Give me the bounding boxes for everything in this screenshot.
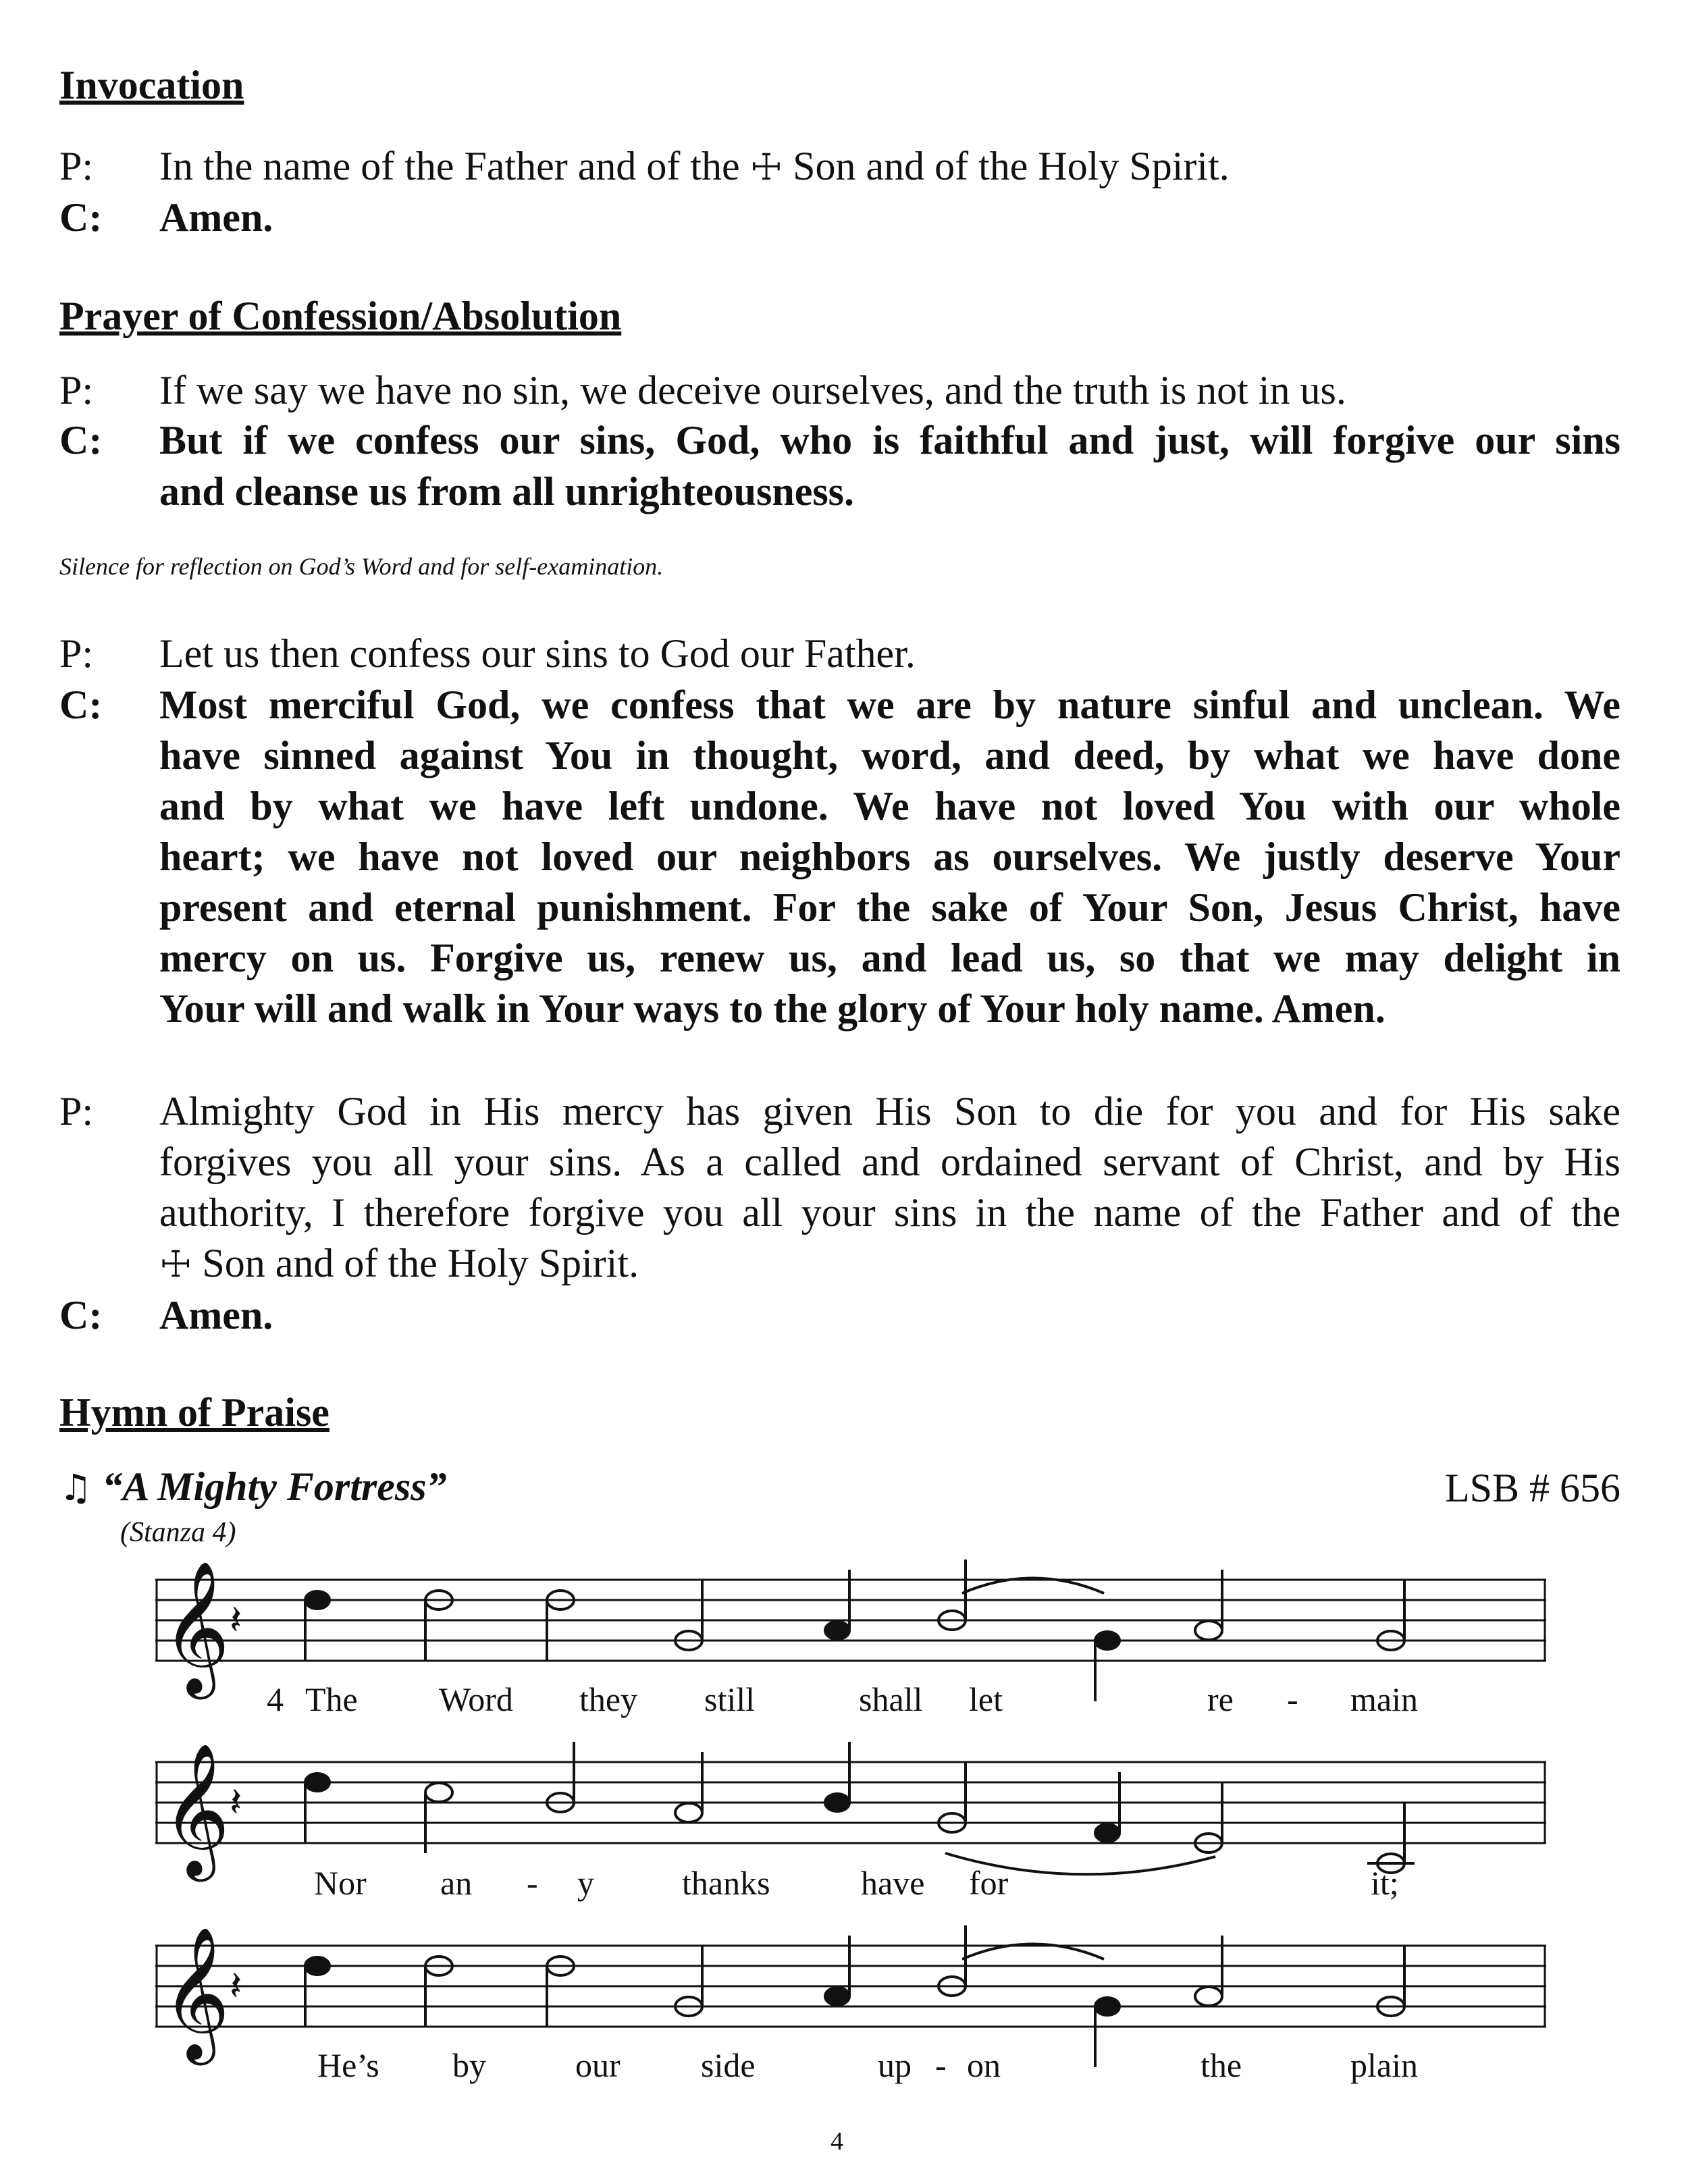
confession-c1-line2: and cleanse us from all unrighteousness. xyxy=(159,469,855,514)
lyric: shall xyxy=(859,1680,923,1718)
note-head xyxy=(1195,1621,1222,1640)
quarter-rest-icon: 𝄽 xyxy=(230,1597,242,1644)
lyric: - xyxy=(1287,1680,1298,1718)
lyric: the xyxy=(1201,2046,1242,2084)
confession-c1-line1: But if we confess our sins, God, who is faithful and just, will forgive our sins xyxy=(159,418,1620,462)
speaker-label: C: xyxy=(59,1293,103,1337)
lyric: - xyxy=(935,2046,947,2084)
note-head xyxy=(1195,1987,1222,2006)
music-staff-1 xyxy=(155,1553,1546,1715)
cross-icon: ☩ xyxy=(749,146,783,188)
lyric: Word xyxy=(439,1680,513,1718)
lyric: on xyxy=(967,2046,1001,2084)
lyric: 4 xyxy=(267,1680,284,1718)
page-number: 4 xyxy=(830,2127,843,2156)
speaker-label: P: xyxy=(59,1089,94,1134)
absolution-line-4: Son and of the Holy Spirit. xyxy=(202,1241,639,1285)
speaker-label: C: xyxy=(59,195,103,240)
confession-c2-line-2: have sinned against You in thought, word, and deed, by what we have done xyxy=(159,733,1620,778)
note-head xyxy=(825,1794,849,1811)
speaker-label: P: xyxy=(59,368,94,412)
lyric: let xyxy=(969,1680,1003,1718)
confession-p2-text: Let us then confess our sins to God our Father. xyxy=(159,631,916,676)
quarter-rest-icon: 𝄽 xyxy=(230,1779,242,1826)
lyric: for xyxy=(969,1864,1009,1902)
hymn-title-line xyxy=(59,1464,447,1510)
lyric: still xyxy=(704,1680,756,1718)
note-head xyxy=(305,1774,329,1791)
treble-clef-icon: 𝄞 xyxy=(162,1926,230,2060)
lyric: by xyxy=(452,2046,486,2084)
note-head xyxy=(825,1988,849,2005)
invocation-response: Amen. xyxy=(159,195,273,240)
confession-p1-text: If we say we have no sin, we deceive ourselves, and the truth is not in us. xyxy=(159,368,1346,412)
lyric: plain xyxy=(1350,2046,1418,2084)
speaker-label: C: xyxy=(59,683,103,727)
confession-c2-line-7: Your will and walk in Your ways to the glory of Your holy name. Amen. xyxy=(159,986,1386,1031)
confession-c2-line-5: present and eternal punishment. For the sake of Your Son, Jesus Christ, have xyxy=(159,885,1620,930)
lyric: it; xyxy=(1371,1864,1399,1902)
lyric: our xyxy=(575,2046,621,2084)
note-head xyxy=(1095,1998,1119,2015)
lyric: an xyxy=(440,1864,473,1902)
confession-c2-line-1: Most merciful God, we confess that we are by nature sinful and unclean. We xyxy=(159,683,1620,727)
treble-clef-icon: 𝄞 xyxy=(162,1560,230,1694)
hymn-number: LSB # 656 xyxy=(1444,1466,1620,1510)
lyric: y xyxy=(577,1864,594,1902)
hymn-stanza: (Stanza 4) xyxy=(120,1517,236,1548)
lyric: - xyxy=(527,1864,538,1902)
note-head xyxy=(825,1622,849,1639)
speaker-label: C: xyxy=(59,418,103,462)
speaker-label: P: xyxy=(59,631,94,676)
section-heading-hymn: Hymn of Praise xyxy=(59,1390,329,1435)
confession-c2-line-4: heart; we have not loved our neighbors as ourselves. We justly deserve Your xyxy=(159,834,1620,879)
cross-icon: ☩ xyxy=(159,1243,192,1285)
note-head xyxy=(425,1783,452,1802)
absolution-response: Amen. xyxy=(159,1293,273,1337)
absolution-line-2: forgives you all your sins. As a called and ordained servant of Christ, and by His xyxy=(159,1140,1620,1184)
lyric: He’s xyxy=(317,2046,379,2084)
note-head xyxy=(305,1957,329,1975)
section-heading-invocation: Invocation xyxy=(59,63,244,107)
confession-c2-line-3: and by what we have left undone. We have not loved You with our whole xyxy=(159,784,1620,828)
note-head xyxy=(305,1591,329,1609)
lyric: thanks xyxy=(682,1864,770,1902)
note-head xyxy=(1095,1632,1119,1649)
lyric: side xyxy=(701,2046,756,2084)
music-note-icon: ♫ xyxy=(59,1466,93,1509)
lyric: they xyxy=(579,1680,638,1718)
lyric: Nor xyxy=(314,1864,367,1902)
note-head xyxy=(675,1803,702,1822)
treble-clef-icon: 𝄞 xyxy=(162,1742,230,1876)
invocation-text-b: Son and of the Holy Spirit. xyxy=(793,144,1230,188)
lyric: have xyxy=(861,1864,925,1902)
quarter-rest-icon: 𝄽 xyxy=(230,1963,242,2010)
speaker-label: P: xyxy=(59,144,94,188)
lyric: main xyxy=(1350,1680,1418,1718)
rubric-silence: Silence for reflection on God’s Word and for self-examination. xyxy=(59,553,664,580)
absolution-line-1: Almighty God in His mercy has given His Son to die for you and for His sake xyxy=(159,1089,1620,1134)
absolution-line-3: authority, I therefore forgive you all your sins in the name of the Father and of the xyxy=(159,1190,1620,1235)
invocation-text-a: In the name of the Father and of the xyxy=(159,144,740,188)
section-heading-confession: Prayer of Confession/Absolution xyxy=(59,294,622,338)
lyric: The xyxy=(305,1680,358,1718)
confession-c2-line-6: mercy on us. Forgive us, renew us, and lead us, so that we may delight in xyxy=(159,936,1620,980)
hymn-title: “A Mighty Fortress” xyxy=(102,1464,447,1509)
note-head xyxy=(1095,1824,1119,1842)
lyric: re xyxy=(1207,1680,1234,1718)
lyric: up xyxy=(878,2046,912,2084)
